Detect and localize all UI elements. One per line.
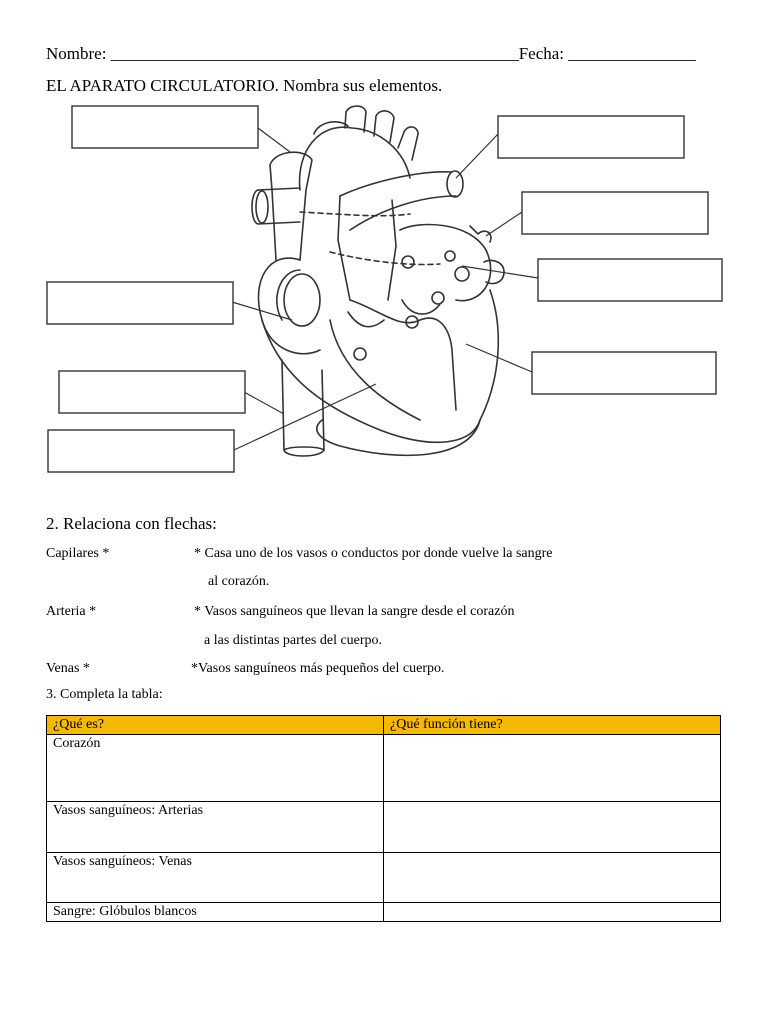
exercise1-title: EL APARATO CIRCULATORIO. Nombra sus elementos.	[46, 76, 443, 95]
match-def-2-line2: a las distintas partes del cuerpo.	[204, 633, 383, 648]
label-box-1	[72, 106, 258, 148]
heart-diagram	[0, 96, 768, 496]
row-function-globulos-blancos[interactable]	[384, 903, 721, 922]
table-row	[47, 735, 721, 802]
label-box-7	[59, 371, 245, 413]
table-header-row	[47, 716, 721, 735]
match-term-2: Arteria *	[46, 604, 97, 619]
row-item-arterias: Vasos sanguíneos: Arterias	[47, 802, 384, 853]
fecha-label: Fecha:	[518, 44, 565, 63]
row-function-venas[interactable]	[384, 853, 721, 903]
exercise3-title: 3. Completa la tabla:	[46, 687, 163, 702]
row-item-globulos-blancos: Sangre: Glóbulos blancos	[47, 903, 384, 922]
row-item-corazon: Corazón	[47, 735, 384, 802]
label-box-2	[498, 116, 684, 158]
table-row	[47, 853, 721, 903]
header-que-funcion: ¿Qué función tiene?	[384, 716, 721, 735]
table-row	[47, 802, 721, 853]
match-def-1-line2: al corazón.	[208, 574, 270, 589]
header-que-es: ¿Qué es?	[47, 716, 384, 735]
label-box-6	[532, 352, 716, 394]
match-def-3-line1: *Vasos sanguíneos más pequeños del cuerpo.	[191, 661, 445, 676]
row-function-corazon[interactable]	[384, 735, 721, 802]
row-function-arterias[interactable]	[384, 802, 721, 853]
match-def-1-line1: * Casa uno de los vasos o conductos por donde vuelve la sangre	[194, 546, 553, 561]
name-date-line	[46, 44, 696, 64]
exercise2-title: 2. Relaciona con flechas:	[46, 514, 217, 533]
label-box-5	[47, 282, 233, 324]
match-term-1: Capilares *	[46, 546, 110, 561]
row-item-venas: Vasos sanguíneos: Venas	[47, 853, 384, 903]
nombre-label: Nombre:	[46, 44, 107, 63]
fecha-field[interactable]: _______________	[568, 44, 696, 63]
function-table	[46, 715, 721, 922]
nombre-field[interactable]: ________________________________________________	[110, 44, 519, 63]
label-box-8	[48, 430, 234, 472]
label-box-4	[538, 259, 722, 301]
match-term-3: Venas *	[46, 661, 90, 676]
match-def-2-line1: * Vasos sanguíneos que llevan la sangre desde el corazón	[194, 604, 515, 619]
table-row	[47, 903, 721, 922]
label-box-3	[522, 192, 708, 234]
